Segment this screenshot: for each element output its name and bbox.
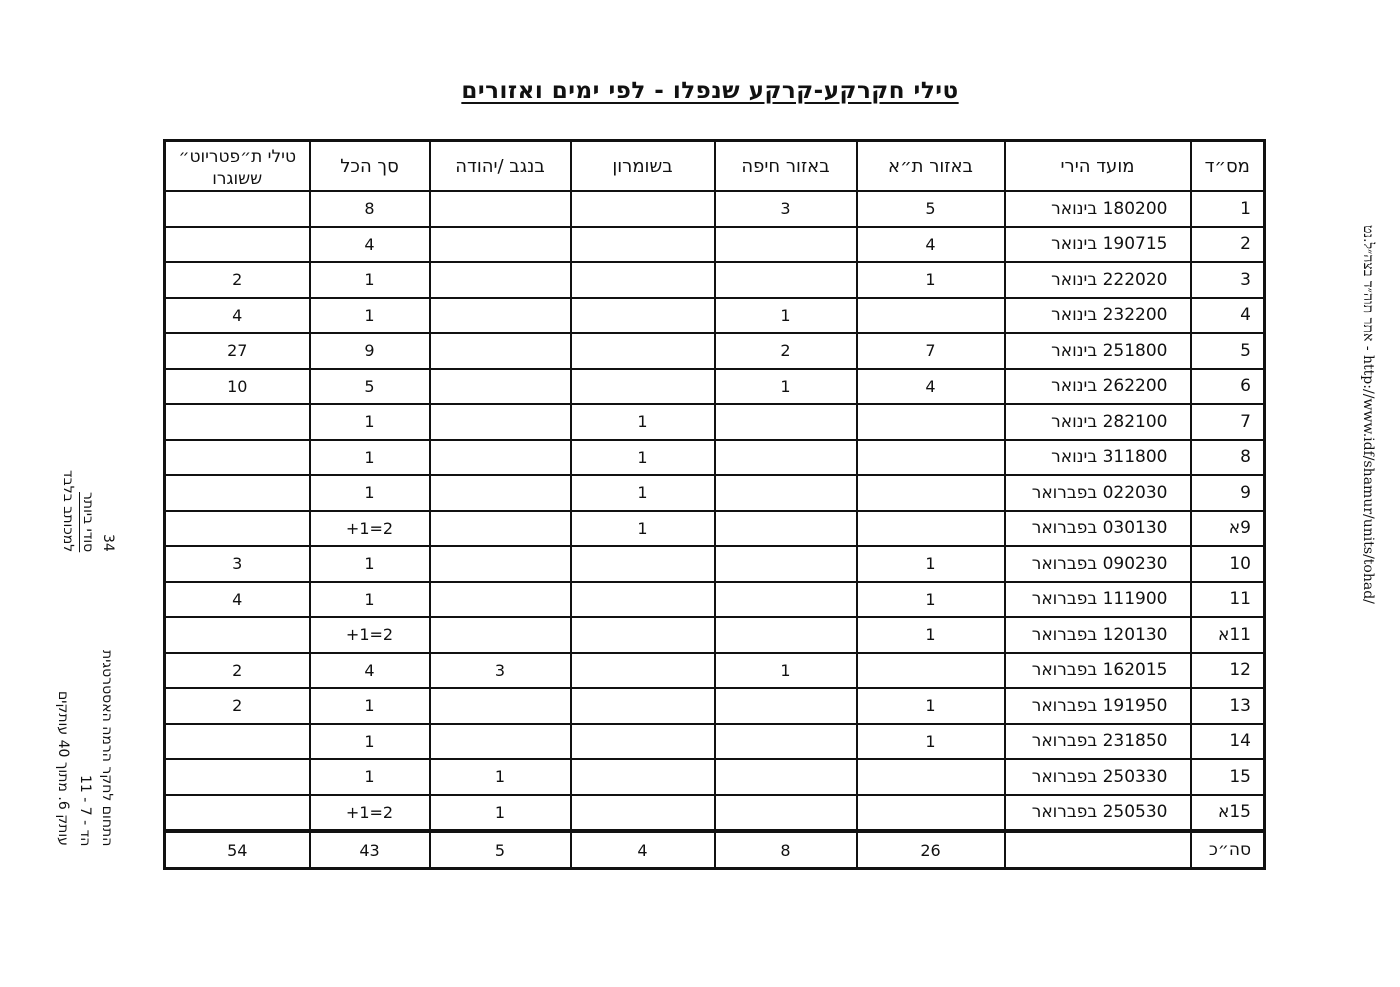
cell-time: 120130 בפברואר	[1005, 617, 1191, 653]
header-patriot: טילי ת״פטריוט״ ששוגרו	[165, 141, 310, 192]
cell-haifa	[715, 617, 857, 653]
cell-total: 1	[310, 298, 430, 334]
cell-total: 1	[310, 724, 430, 760]
cell-negev	[430, 262, 571, 298]
totals-ta: 26	[857, 831, 1005, 869]
cell-serial: 9א	[1191, 511, 1265, 547]
totals-haifa: 8	[715, 831, 857, 869]
cell-ta	[857, 653, 1005, 689]
cell-total: 1	[310, 688, 430, 724]
cell-serial: 11א	[1191, 617, 1265, 653]
cell-negev	[430, 582, 571, 618]
cell-serial: 4	[1191, 298, 1265, 334]
cell-time: 162015 בפברואר	[1005, 653, 1191, 689]
cell-haifa: 3	[715, 191, 857, 227]
cell-shomron: 1	[571, 475, 715, 511]
table-row	[165, 617, 1265, 653]
cell-shomron	[571, 369, 715, 405]
cell-serial: 5	[1191, 333, 1265, 369]
table-row	[165, 262, 1265, 298]
cell-time: 180200 בינואר	[1005, 191, 1191, 227]
cell-ta: 1	[857, 262, 1005, 298]
cell-patriot: 3	[165, 546, 310, 582]
cell-haifa	[715, 546, 857, 582]
cell-time: 090230 בפברואר	[1005, 546, 1191, 582]
cell-total: 8	[310, 191, 430, 227]
cell-patriot: 2	[165, 653, 310, 689]
cell-shomron: 1	[571, 511, 715, 547]
cell-time: 232200 בינואר	[1005, 298, 1191, 334]
header-row	[165, 141, 1265, 192]
cell-total: 1	[310, 262, 430, 298]
header-shomron: בשומרון	[571, 141, 715, 192]
classification-stamp	[58, 470, 118, 552]
cell-negev	[430, 617, 571, 653]
cell-negev: 1	[430, 759, 571, 795]
cell-shomron	[571, 546, 715, 582]
totals-total: 43	[310, 831, 430, 869]
cell-total: 1	[310, 440, 430, 476]
cell-serial: 15	[1191, 759, 1265, 795]
cell-total: 1	[310, 475, 430, 511]
table-row	[165, 724, 1265, 760]
cell-time: 262200 בינואר	[1005, 369, 1191, 405]
table-row	[165, 191, 1265, 227]
cell-patriot	[165, 440, 310, 476]
cell-negev	[430, 369, 571, 405]
cell-patriot	[165, 617, 310, 653]
cell-total: 1	[310, 404, 430, 440]
header-haifa: באזור חיפה	[715, 141, 857, 192]
cell-total: 1	[310, 546, 430, 582]
table-row	[165, 688, 1265, 724]
cell-ta	[857, 795, 1005, 832]
cell-ta: 5	[857, 191, 1005, 227]
cell-haifa	[715, 227, 857, 263]
cell-serial: 1	[1191, 191, 1265, 227]
cell-shomron	[571, 617, 715, 653]
document-origin-note	[52, 650, 118, 846]
cell-negev	[430, 688, 571, 724]
cell-total: 1	[310, 759, 430, 795]
cell-patriot	[165, 475, 310, 511]
cell-patriot	[165, 795, 310, 832]
cell-total: 4	[310, 227, 430, 263]
cell-shomron	[571, 688, 715, 724]
cell-serial: 6	[1191, 369, 1265, 405]
cell-ta: 4	[857, 369, 1005, 405]
totals-negev: 5	[430, 831, 571, 869]
addressee-label: למכותב בלבד	[60, 470, 76, 553]
cell-ta	[857, 440, 1005, 476]
totals-time	[1005, 831, 1191, 869]
cell-ta	[857, 404, 1005, 440]
cell-patriot	[165, 227, 310, 263]
cell-negev	[430, 546, 571, 582]
cell-shomron	[571, 191, 715, 227]
table-row	[165, 546, 1265, 582]
cell-ta: 1	[857, 546, 1005, 582]
table-row	[165, 795, 1265, 832]
cell-shomron: 1	[571, 404, 715, 440]
header-serial: מס״ד	[1191, 141, 1265, 192]
cell-patriot: 10	[165, 369, 310, 405]
cell-ta	[857, 475, 1005, 511]
origin-line-2: הד - 7 - 11	[77, 774, 93, 847]
cell-shomron	[571, 724, 715, 760]
cell-negev	[430, 724, 571, 760]
cell-shomron	[571, 333, 715, 369]
cell-time: 222020 בינואר	[1005, 262, 1191, 298]
cell-patriot: 27	[165, 333, 310, 369]
header-time: מועד הירי	[1005, 141, 1191, 192]
table-row	[165, 653, 1265, 689]
cell-total: 2=1+	[310, 511, 430, 547]
cell-ta	[857, 298, 1005, 334]
missile-table	[163, 139, 1266, 870]
header-total: סך הכל	[310, 141, 430, 192]
cell-time: 250530 בפברואר	[1005, 795, 1191, 832]
cell-patriot	[165, 191, 310, 227]
table-row	[165, 227, 1265, 263]
cell-haifa: 1	[715, 369, 857, 405]
table-row	[165, 582, 1265, 618]
cell-ta: 1	[857, 724, 1005, 760]
table-row	[165, 333, 1265, 369]
page-title: טילי חקרקע-קרקע שנפלו - לפי ימים ואזורים	[461, 78, 959, 104]
cell-negev	[430, 511, 571, 547]
table-row	[165, 511, 1265, 547]
cell-haifa	[715, 759, 857, 795]
table-row	[165, 759, 1265, 795]
cell-serial: 7	[1191, 404, 1265, 440]
cell-haifa: 2	[715, 333, 857, 369]
cell-haifa	[715, 440, 857, 476]
cell-patriot	[165, 511, 310, 547]
cell-total: 1	[310, 582, 430, 618]
cell-total: 4	[310, 653, 430, 689]
totals-row	[165, 831, 1265, 869]
cell-haifa: 1	[715, 653, 857, 689]
cell-time: 251800 בינואר	[1005, 333, 1191, 369]
cell-ta: 1	[857, 688, 1005, 724]
cell-negev	[430, 333, 571, 369]
origin-line-3: עותק 6. מתוך 40 עותקים	[55, 691, 71, 847]
cell-patriot: 4	[165, 298, 310, 334]
cell-total: 9	[310, 333, 430, 369]
cell-haifa	[715, 688, 857, 724]
cell-time: 030130 בפברואר	[1005, 511, 1191, 547]
cell-shomron	[571, 795, 715, 832]
cell-haifa	[715, 511, 857, 547]
cell-ta: 1	[857, 617, 1005, 653]
cell-shomron	[571, 262, 715, 298]
source-url-note: אתר תוה״ד בצה״ל.נט - http://www.idf/shamur/units/tohad/	[1360, 225, 1376, 604]
cell-patriot: 2	[165, 688, 310, 724]
page-number: 34	[100, 534, 116, 553]
cell-ta	[857, 759, 1005, 795]
cell-patriot: 4	[165, 582, 310, 618]
cell-negev	[430, 191, 571, 227]
cell-ta: 1	[857, 582, 1005, 618]
cell-shomron	[571, 582, 715, 618]
cell-time: 282100 בינואר	[1005, 404, 1191, 440]
cell-haifa	[715, 262, 857, 298]
totals-patriot: 54	[165, 831, 310, 869]
cell-shomron	[571, 653, 715, 689]
cell-serial: 2	[1191, 227, 1265, 263]
cell-total: 5	[310, 369, 430, 405]
cell-negev	[430, 404, 571, 440]
cell-haifa: 1	[715, 298, 857, 334]
cell-time: 250330 בפברואר	[1005, 759, 1191, 795]
cell-negev: 1	[430, 795, 571, 832]
cell-negev	[430, 475, 571, 511]
classification-label: סודי ביותר	[80, 491, 96, 553]
cell-total: 2=1+	[310, 617, 430, 653]
table-row	[165, 298, 1265, 334]
cell-ta	[857, 511, 1005, 547]
cell-time: 231850 בפברואר	[1005, 724, 1191, 760]
header-ta: באזור ת״א	[857, 141, 1005, 192]
cell-ta: 4	[857, 227, 1005, 263]
cell-serial: 3	[1191, 262, 1265, 298]
cell-serial: 15א	[1191, 795, 1265, 832]
cell-serial: 14	[1191, 724, 1265, 760]
table-row	[165, 475, 1265, 511]
cell-negev	[430, 298, 571, 334]
cell-patriot	[165, 404, 310, 440]
cell-shomron	[571, 227, 715, 263]
origin-line-1: התחום לחקר הרמה האסטרטגית	[99, 650, 115, 847]
cell-ta: 7	[857, 333, 1005, 369]
cell-haifa	[715, 582, 857, 618]
cell-negev	[430, 440, 571, 476]
cell-patriot	[165, 724, 310, 760]
table-row	[165, 440, 1265, 476]
header-negev: בנגב /יהודה	[430, 141, 571, 192]
cell-time: 311800 בינואר	[1005, 440, 1191, 476]
cell-shomron: 1	[571, 440, 715, 476]
table-row	[165, 404, 1265, 440]
totals-shomron: 4	[571, 831, 715, 869]
cell-serial: 10	[1191, 546, 1265, 582]
cell-serial: 11	[1191, 582, 1265, 618]
cell-patriot	[165, 759, 310, 795]
cell-time: 111900 בפברואר	[1005, 582, 1191, 618]
cell-haifa	[715, 404, 857, 440]
cell-haifa	[715, 795, 857, 832]
cell-patriot: 2	[165, 262, 310, 298]
cell-negev	[430, 227, 571, 263]
cell-time: 190715 בינואר	[1005, 227, 1191, 263]
cell-shomron	[571, 298, 715, 334]
cell-serial: 12	[1191, 653, 1265, 689]
cell-total: 2=1+	[310, 795, 430, 832]
cell-serial: 13	[1191, 688, 1265, 724]
cell-serial: 8	[1191, 440, 1265, 476]
cell-haifa	[715, 724, 857, 760]
totals-serial: סה״כ	[1191, 831, 1265, 869]
cell-time: 022030 בפברואר	[1005, 475, 1191, 511]
cell-serial: 9	[1191, 475, 1265, 511]
cell-shomron	[571, 759, 715, 795]
cell-time: 191950 בפברואר	[1005, 688, 1191, 724]
table-row	[165, 369, 1265, 405]
cell-haifa	[715, 475, 857, 511]
cell-negev: 3	[430, 653, 571, 689]
